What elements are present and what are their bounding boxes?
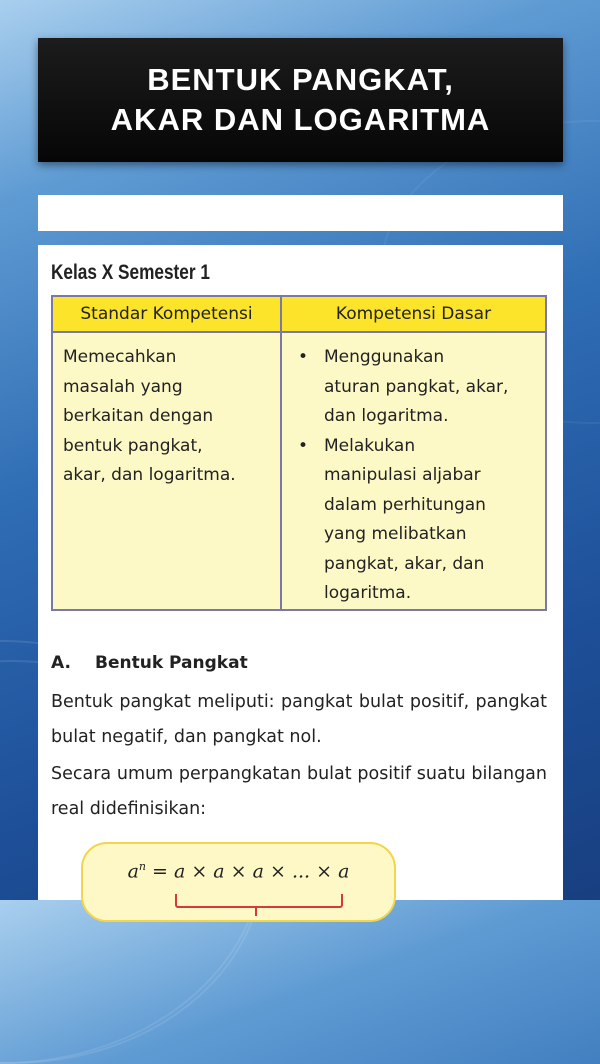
standar-cell: [53, 333, 282, 609]
competency-table: [51, 295, 547, 611]
formula-box: [81, 842, 396, 922]
title-banner: [38, 38, 563, 162]
standar-line: bentuk pangkat,: [63, 435, 203, 456]
kompetensi-cell: [282, 333, 545, 609]
standar-line: akar, dan logaritma.: [63, 465, 236, 485]
blank-strip: [38, 195, 563, 231]
kompetensi-line: [282, 402, 537, 432]
title-line-2: AKAR DAN LOGARITMA: [110, 102, 491, 137]
formula-exponent: n: [138, 860, 146, 873]
kompetensi-line: [282, 373, 537, 403]
bullet-icon: •: [297, 435, 309, 456]
standar-line: masalah yang: [63, 376, 183, 397]
kompetensi-line: [282, 491, 537, 521]
kompetensi-text: aturan pangkat, akar,: [324, 376, 509, 397]
power-formula: [83, 860, 394, 882]
formula-rhs: = a × a × a × ... × a: [145, 860, 350, 883]
paragraph: Bentuk pangkat meliputi: pangkat bulat positif, pangkat bulat negatif, dan pangkat nol.: [51, 692, 547, 747]
header-kompetensi-dasar: Kompetensi Dasar: [335, 304, 492, 324]
paragraph: Secara umum perpangkatan bulat positif suatu bilangan real didefinisikan:: [51, 764, 547, 819]
standar-line: Memecahkan: [63, 347, 177, 367]
kompetensi-text: Melakukan: [324, 435, 416, 456]
kelas-heading: Kelas X Semester 1: [51, 261, 210, 284]
kompetensi-line: [282, 461, 537, 491]
kompetensi-text: yang melibatkan: [324, 524, 467, 544]
section-title: Bentuk Pangkat: [95, 653, 248, 673]
kompetensi-text: pangkat, akar, dan: [324, 553, 485, 574]
table-header-row: [53, 297, 545, 333]
standar-line: berkaitan dengan: [63, 406, 214, 426]
table-row: [53, 333, 545, 609]
formula-base: a: [127, 860, 139, 883]
kompetensi-text: dalam perhitungan: [324, 494, 486, 515]
kompetensi-text: manipulasi aljabar: [324, 465, 481, 485]
section-heading: [51, 653, 248, 673]
kompetensi-line: [282, 550, 537, 580]
kompetensi-text: logaritma.: [324, 583, 412, 603]
kompetensi-text: dan logaritma.: [324, 406, 449, 426]
header-standar-kompetensi: Standar Kompetensi: [53, 297, 282, 331]
kompetensi-line: [282, 520, 537, 550]
kompetensi-line: [282, 432, 537, 462]
section-number: A.: [51, 653, 71, 673]
underbrace-tick: [255, 906, 257, 916]
document-page: [38, 245, 563, 900]
underbrace: [175, 894, 343, 908]
title-line-1: BENTUK PANGKAT,: [147, 62, 454, 97]
kompetensi-text: Menggunakan: [324, 347, 445, 367]
bullet-icon: •: [297, 347, 309, 367]
kompetensi-line: [282, 343, 537, 373]
kompetensi-line: [282, 579, 537, 609]
